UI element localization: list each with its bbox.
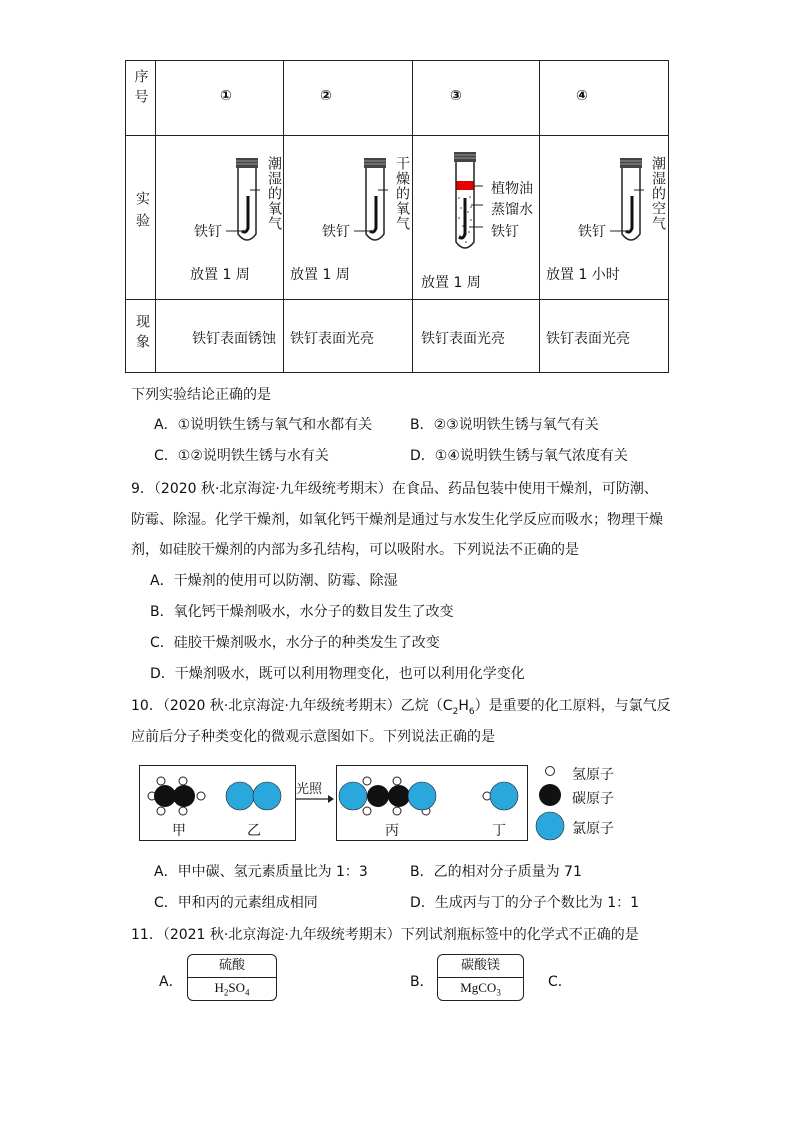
col3-nail-label: 铁钉 [491, 224, 519, 240]
q9-stem-line1: 9．（2020 秋·北京海淀·九年级统考期末）在食品、药品包装中使用干燥剂，可防潮、 [131, 481, 658, 497]
q11-a-formula-h: H [214, 980, 224, 995]
header-label: 序号 [132, 69, 149, 109]
q8-option-c[interactable]: C．①②说明铁生锈与水有关 [154, 448, 329, 464]
arrow-label: 光照 [296, 782, 323, 797]
col1-num-cell [156, 61, 284, 136]
col3-num-cell [413, 61, 540, 136]
col4-result-cell [540, 300, 669, 373]
reaction-arrow-icon [294, 794, 336, 804]
q10-stem-line2: 应前后分子种类变化的微观示意图如下。下列说法正确的是 [131, 729, 495, 745]
col2-result: 铁钉表面光亮 [290, 331, 374, 347]
legend-carbon: 碳原子 [572, 791, 614, 807]
label-bing: 丙 [385, 823, 399, 839]
q11-option-a-label[interactable]: A． [159, 974, 183, 990]
q10-sub-2: 2 [452, 706, 459, 717]
q10-stem-part1: 10．（2020 秋·北京海淀·九年级统考期末）乙烷（C [131, 698, 453, 714]
row2-label: 实验 [134, 191, 150, 235]
q10-option-d[interactable]: D．生成丙与丁的分子个数比为 1：1 [410, 895, 640, 911]
col1-nail-label: 铁钉 [194, 224, 222, 240]
q8-option-a[interactable]: A．①说明铁生锈与氧气和水都有关 [154, 417, 373, 433]
q9-option-d[interactable]: D．干燥剂吸水，既可以利用物理变化，也可以利用化学变化 [150, 666, 525, 682]
col2-nail-label: 铁钉 [322, 224, 350, 240]
col3-number: ③ [450, 88, 462, 104]
reactants-molecules-icon [139, 765, 294, 839]
q10-sub-6: 6 [468, 706, 475, 717]
q11-a-name: 硫酸 [188, 955, 276, 978]
col3-experiment [413, 136, 540, 300]
col4-nail-label: 铁钉 [578, 224, 606, 240]
chlorine-atom-icon [536, 812, 564, 840]
q11-a-sub1: 2 [223, 987, 229, 998]
col3-water-label: 蒸馏水 [491, 202, 533, 218]
q9-option-b[interactable]: B．氧化钙干燥剂吸水，水分子的数目发生了改变 [150, 604, 454, 620]
q11-a-formula-so: SO [228, 980, 245, 995]
legend-hydrogen: 氢原子 [572, 767, 614, 783]
q9-option-a[interactable]: A．干燥剂的使用可以防潮、防霉、除湿 [150, 573, 398, 589]
q9-stem-line2: 防霉、除湿。化学干燥剂，如氧化钙干燥剂是通过与水发生化学反应而吸水；物理干燥 [131, 512, 663, 528]
carbon-atom-icon [539, 784, 561, 806]
col1-result-cell [156, 300, 284, 373]
col3-result-cell [413, 300, 540, 373]
experiment-table [125, 60, 669, 373]
col2-gas-label: 干燥的氧气 [394, 156, 410, 231]
q11-option-c-label[interactable]: C． [548, 974, 572, 990]
hydrogen-atom-icon [546, 767, 555, 776]
col4-result: 铁钉表面光亮 [546, 331, 630, 347]
q11-a-formula [188, 978, 276, 998]
q9-option-c[interactable]: C．硅胶干燥剂吸水，水分子的种类发生了改变 [150, 635, 440, 651]
row2-label-cell [126, 136, 156, 300]
col4-experiment [540, 136, 669, 300]
legend-icons [534, 762, 574, 842]
col2-num-cell [284, 61, 413, 136]
q9-stem-line3: 剂，如硅胶干燥剂的内部为多孔结构，可以吸附水。下列说法不正确的是 [131, 542, 579, 558]
q8-option-d[interactable]: D．①④说明铁生锈与氧气浓度有关 [410, 448, 628, 464]
test-tube-2-icon [354, 156, 394, 251]
q10-option-c[interactable]: C．甲和丙的元素组成相同 [154, 895, 318, 911]
col1-experiment [156, 136, 284, 300]
col3-result: 铁钉表面光亮 [421, 331, 505, 347]
col1-number: ① [220, 88, 232, 104]
q11-stem: 11．（2021 秋·北京海淀·九年级统考期末）下列试剂瓶标签中的化学式不正确的是 [131, 927, 639, 943]
legend-chlorine: 氯原子 [572, 821, 614, 837]
q10-stem-line1 [131, 695, 671, 717]
col1-duration: 放置 1 周 [190, 267, 250, 283]
q10-option-b[interactable]: B．乙的相对分子质量为 71 [410, 864, 582, 880]
col1-gas-label: 潮湿的氧气 [266, 156, 282, 231]
q11-label-b[interactable] [437, 954, 524, 1001]
col2-number: ② [320, 88, 332, 104]
test-tube-4-icon [610, 156, 650, 251]
q11-option-b-label[interactable]: B． [410, 974, 434, 990]
q11-a-sub2: 4 [245, 987, 250, 998]
q10-option-a[interactable]: A．甲中碳、氢元素质量比为 1：3 [154, 864, 368, 880]
row3-label-cell [126, 300, 156, 373]
q11-b-formula-mgco: MgCO [460, 980, 497, 995]
q8-stem: 下列实验结论正确的是 [131, 387, 271, 403]
col3-oil-label: 植物油 [491, 181, 533, 197]
q11-label-a[interactable] [187, 954, 277, 1001]
col1-result: 铁钉表面锈蚀 [192, 331, 276, 347]
test-tube-1-icon [226, 156, 266, 251]
row3-label: 现象 [134, 314, 150, 354]
label-ding: 丁 [492, 823, 506, 839]
col2-experiment [284, 136, 413, 300]
q11-b-name: 碳酸镁 [438, 955, 523, 978]
q10-stem-H: H [458, 698, 469, 714]
q11-b-formula [438, 978, 523, 998]
col4-num-cell [540, 61, 669, 136]
col3-duration: 放置 1 周 [421, 275, 481, 291]
q11-b-sub1: 3 [496, 987, 501, 998]
col4-number: ④ [576, 88, 588, 104]
label-jia: 甲 [172, 823, 186, 839]
col4-duration: 放置 1 小时 [546, 267, 620, 283]
test-tube-3-icon [449, 150, 493, 260]
col2-result-cell [284, 300, 413, 373]
col4-gas-label: 潮湿的空气 [650, 156, 666, 231]
header-label-cell [126, 61, 156, 136]
q10-stem-part2: ）是重要的化工原料，与氯气反 [474, 698, 671, 714]
q8-option-b[interactable]: B．②③说明铁生锈与氧气有关 [410, 417, 599, 433]
col2-duration: 放置 1 周 [290, 267, 350, 283]
label-yi: 乙 [247, 823, 261, 839]
